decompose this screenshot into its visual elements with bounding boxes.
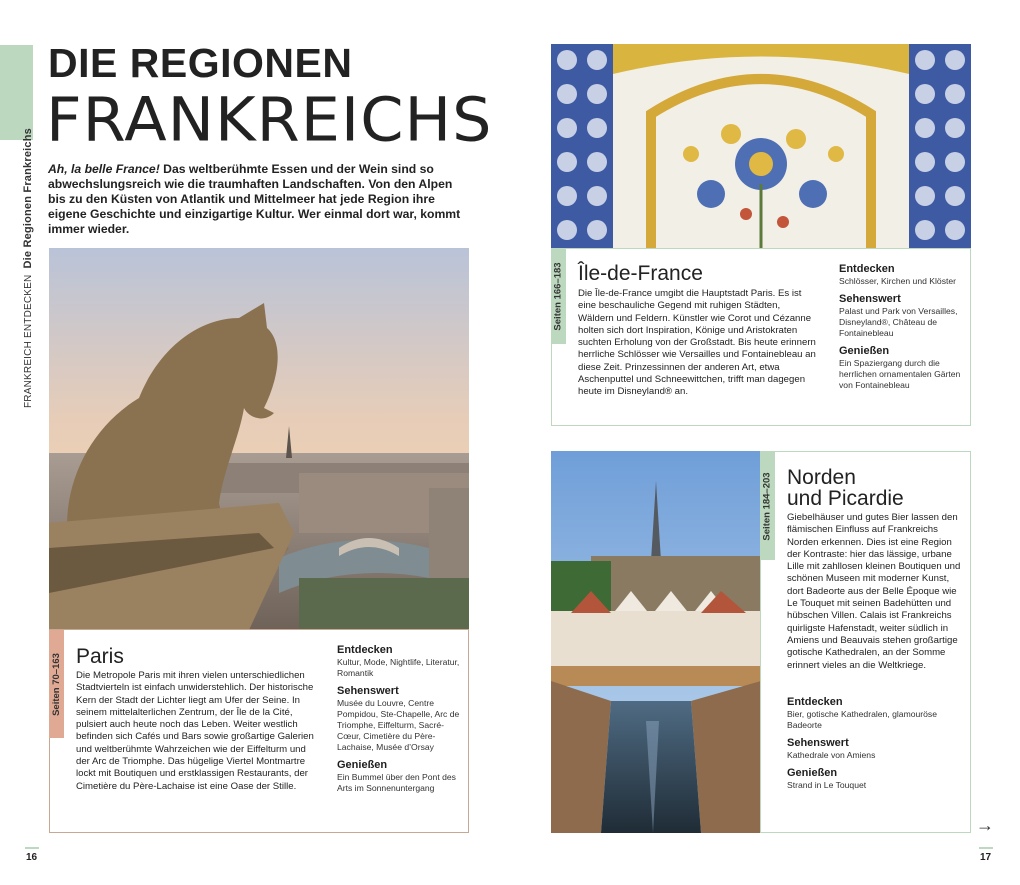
idf-entdecken-heading: Entdecken	[839, 263, 895, 275]
nord-title-line2: und Picardie	[787, 487, 904, 510]
paris-title: Paris	[76, 645, 124, 668]
idf-card	[551, 248, 971, 426]
idf-sehenswert-heading: Sehenswert	[839, 293, 901, 305]
paris-geniessen-heading: Genießen	[337, 759, 388, 771]
page-title-line2: FRANKREICHS	[46, 83, 493, 156]
nord-facts	[787, 696, 962, 797]
nord-pages-label: Seiten 184–203	[762, 471, 774, 541]
paris-card	[49, 629, 469, 833]
intro-paragraph	[48, 162, 468, 237]
nord-sehenswert: Kathedrale von Amiens	[787, 750, 876, 760]
idf-geniessen-heading: Genießen	[839, 345, 890, 357]
paris-entdecken-heading: Entdecken	[337, 644, 393, 656]
paris-sehenswert-heading: Sehenswert	[337, 685, 399, 697]
section-color-tab	[0, 45, 33, 140]
nord-card	[760, 451, 971, 833]
idf-pages-label: Seiten 166–183	[553, 262, 565, 331]
nord-sehenswert-heading: Sehenswert	[787, 737, 849, 749]
page-number-left: 16	[26, 852, 38, 863]
idf-title: Île-de-France	[578, 262, 703, 285]
paris-text: Die Metropole Paris mit ihren vielen unterschiedlichen Stadtvierteln ist einfach unwiderstehlich. Der historische Kern der Stadt der Lichter liegt am Ufer der Seine. In seinem mittelalterlichen Zentrum, der Île de la Cité, pulsiert auch heute noch das Leben. Weiter westlich befinden sich Cafés und Bars sowie großartige Galerien und weltberühmte Wahrzeichen wie der Eiffelturm und der Arc de Triomphe. Das hügelige Viertel Montmartre lockt mit Boutiquen und erstklassigen Restaurants, der Cimetière du Père-Lachaise ist eine Oase der Stille.	[76, 670, 314, 792]
nord-geniessen: Strand in Le Touquet	[787, 780, 867, 790]
page-title-line1: DIE REGIONEN	[48, 40, 353, 86]
idf-pages-tab	[551, 249, 566, 344]
idf-sehenswert: Palast und Park von Versailles, Disneyland®, Château de Fontainebleau	[839, 306, 958, 338]
side-running-header	[22, 128, 38, 408]
paris-geniessen: Ein Bummel über den Pont des Arts im Sonnenuntergang	[337, 772, 456, 793]
paris-facts	[337, 644, 467, 800]
paris-pages-tab	[49, 630, 64, 738]
amiens-photo	[551, 451, 761, 833]
paris-pages-label: Seiten 70–163	[51, 652, 63, 716]
idf-entdecken: Schlösser, Kirchen und Klöster	[839, 276, 957, 286]
nord-geniessen-heading: Genießen	[787, 767, 838, 779]
nord-entdecken: Bier, gotische Kathedralen, glamouröse Badeorte	[787, 709, 938, 730]
tiles-photo	[551, 44, 971, 249]
nord-pages-tab	[760, 452, 775, 560]
paris-entdecken: Kultur, Mode, Nightlife, Literatur, Romantik	[337, 657, 460, 678]
nord-text: Giebelhäuser und gutes Bier lassen den flämischen Einfluss auf Frankreichs Norden erkennen. Dies ist eine Region der Kontraste: hier das lässige, urbane Lille mit zahllosen kleinen Boutiquen und schönen Museen mit moderner Kunst, dort Badeorte aus der Belle Époque wie Le Touquet mit seinen Badehütten und hübschen Villen. Calais ist Frankreichs quirligste Hafenstadt, weiter südlich in Amiens und Beauvais stehen großartige gotische Kathedralen, an der Somme erinnert vieles an die Weltkriege.	[787, 512, 961, 671]
page-number-right: 17	[980, 852, 992, 863]
page-number-bar-right	[979, 847, 993, 849]
nord-entdecken-heading: Entdecken	[787, 696, 843, 708]
paris-sehenswert: Musée du Louvre, Centre Pompidou, Ste-Chapelle, Arc de Triomphe, Eiffelturm, Sacré-Cœur, Cimetière du Père-Lachaise, Musée d’Orsay	[337, 698, 460, 752]
paris-photo	[49, 248, 469, 630]
nord-title-line1: Norden	[787, 466, 856, 489]
next-page-arrow-icon[interactable]: →	[976, 815, 994, 835]
page-number-bar-left	[25, 847, 39, 849]
side-chapter-label: Die Regionen Frankreichs	[22, 128, 34, 269]
intro-text: Das weltberühmte Essen und der Wein sind so abwechslungsreich wie die traumhaften Landschaften. Von den Alpen bis zu den Küsten von Atlantik und Mittelmeer hat jede Region ihre eigene Geschichte und einzigartige Kultur. Wer einmal dort war, kommt immer wieder.	[48, 162, 461, 236]
idf-text: Die Île-de-France umgibt die Hauptstadt Paris. Es ist eine beschauliche Gegend mit ruhigen Städten, Wäldern und Feldern. Künstler wie Corot und Cézanne holten sich dort Inspiration, Könige und Aristokraten suchten Erholung von der Großstadt. Bis heute erinnern herrliche Schlösser wie Versailles und Fontainebleau an diese Zeit. Prinzessinnen der anderen Art, etwa Aschenputtel und Schneewittchen, trifft man dagegen heute im Disneyland® an.	[578, 288, 816, 398]
side-section-label: FRANKREICH ENTDECKEN	[23, 274, 34, 408]
idf-geniessen: Ein Spaziergang durch die herrlichen ornamentalen Gärten von Fontainebleau	[839, 358, 961, 390]
idf-facts	[839, 263, 967, 397]
intro-lead: Ah, la belle France!	[48, 162, 160, 176]
